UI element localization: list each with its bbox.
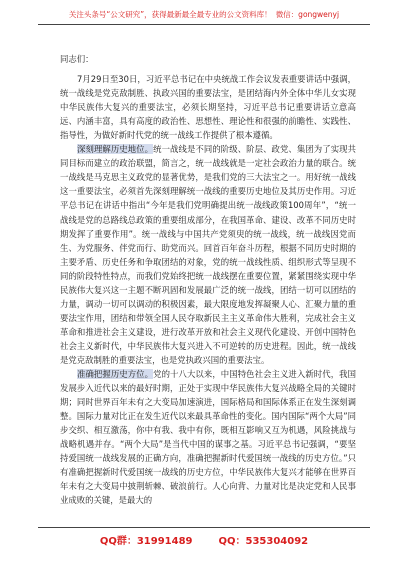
footer-qq-number: QQ：535304092	[218, 536, 309, 547]
footer-divider	[38, 527, 370, 528]
paragraph-history-position	[60, 367, 356, 507]
footer-qq-group: QQ群：31991489	[99, 536, 193, 547]
paragraph-text: 7月29日至30日，习近平总书记在中央统战工作会议发表重要讲话中强调，统一战线是党克敌制胜、执政兴国的重要法宝，是团结海内外全体中华儿女实现中华民族伟大复兴的重要法宝，必须长期坚持，习近平总书记重要讲话立意高远、内涵丰富，具有高度的政治性、思想性、理论性和很强的前瞻性、实践性、指导性，为做好新时代党的统一战线工作提供了根本遵循。	[60, 74, 356, 141]
paragraph-history-status	[60, 142, 356, 367]
header-divider	[38, 24, 370, 25]
footer	[0, 532, 408, 547]
salutation: 同志们：	[60, 54, 94, 64]
section-heading-highlight: 深刻理解历史地位。	[77, 144, 154, 155]
header-banner	[0, 10, 408, 20]
header-promo-text: 关注头条号“公文研究”，获得最新最全最专业的公文资料库！	[68, 10, 272, 19]
paragraph-intro	[60, 72, 356, 142]
header-wechat-text: 微信：gongwenyj	[275, 10, 340, 19]
document-body	[60, 52, 356, 508]
section-heading-highlight: 准确把握历史方位。	[77, 369, 154, 380]
paragraph-text: 统一战线是不同的阶级、阶层、政党、集团为了实现共同目标而建立的政治联盟，简言之，统一战线就是一定社会政治力量的联合。统一战线是马克思主义政党的显著优势，是我们党的三大法宝之一。用好统一战线这一重要法宝，必须首先深刻理解统一战线的重要历史地位及其历史作用。习近平总书记在讲话中指出“今年是我们党明确提出统一战线政策100周年”，“统一战线是党的总路线总政策的重要组成部分，在我国革命、建设、改革不同历史时期发挥了重要作用”。统一战线与中国共产党须臾的统一战线，统一战线因党而生、为党服务、伴党而行、助党而兴。回首百年奋斗历程，根据不同历史时期的主要矛盾、历史任务和争取团结的对象，党的统一战线性质、组织形式等呈现不同的阶段特性特点，而我们党始终把统一战线摆在重要位置，紧紧围绕实现中华民族伟大复兴这一主题不断巩固和发展最广泛的统一战线，团结一切可以团结的力量，调动一切可以调动的积极因素，最大限度地发挥凝聚人心、汇聚力量的重要法宝作用，团结和带领全国人民夺取新民主主义革命伟大胜利，完成社会主义革命和推进社会主义建设，进行改革开放和社会主义现代化建设、开创中国特色社会主义新时代，中华民族伟大复兴进入不可逆转的历史进程。因此，统一战线是党克敌制胜的重要法宝，也是党执政兴国的重要法宝。	[60, 144, 357, 365]
paragraph-text: 党的十八大以来，中国特色社会主义进入新时代，我国发展步入近代以来的最好时期，正处于实现中华民族伟大复兴战略全局的关键时期；同时世界百年未有之大变局加速演进，国际格局和国际体系正在发生深刻调整。国际力量对比正在发生近代以来最具革命性的变化。国内国际“两个大局”同步交织、相互激荡，你中有我、我中有你，既相互影响又互为机遇，风险挑战与战略机遇并存。“两个大局”是当代中国的谋事之基。习近平总书记强调，“要坚持爱国统一战线发展的正确方向，准确把握新时代爱国统一战线的历史方位。”只有准确把握新时代爱国统一战线的历史方位，中华民族伟大复兴才能够在世界百年未有之大变局中披荆斩棘、破浪前行。人心向背、力量对比是决定党和人民事业成败的关键，是最大的	[60, 369, 357, 506]
